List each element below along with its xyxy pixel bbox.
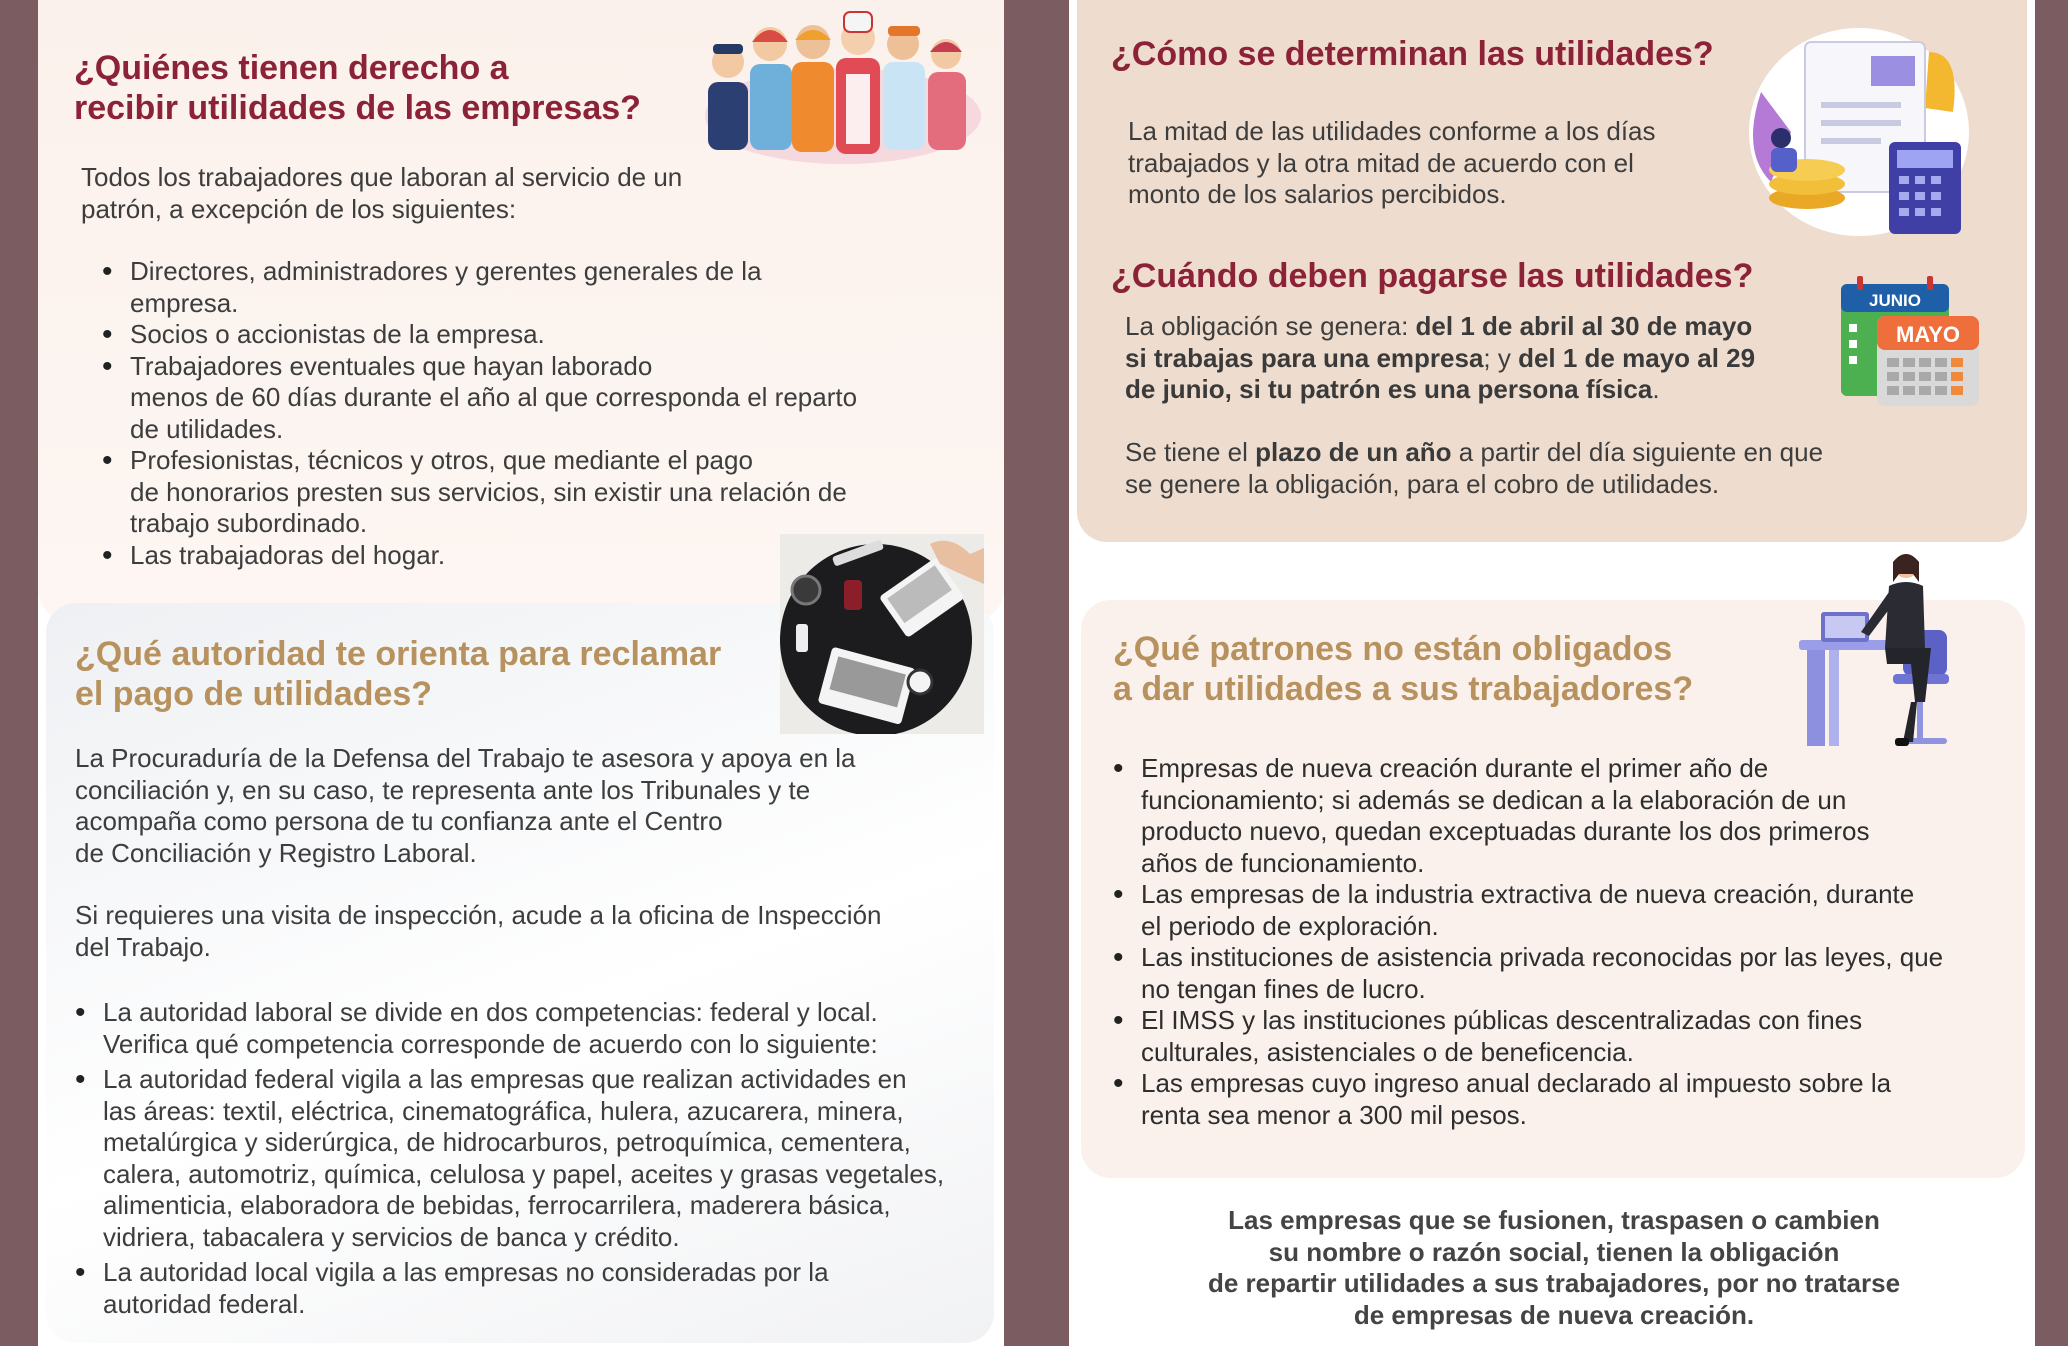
when-paid-paragraph: La obligación se genera: del 1 de abril al 30 de mayo si trabajas para una empresa; y del 1 de mayo al 29 de junio, si tu patrón es una persona física.: [1125, 311, 1756, 404]
list-item: • Profesionistas, técnicos y otros, que mediante el pago de honorarios presten sus servicios, sin existir una relación de trabajo subordinado.: [102, 445, 962, 540]
text-line: patrón, a excepción de los siguientes:: [81, 193, 517, 224]
list-item: • Trabajadores eventuales que hayan laborado menos de 60 días durante el año al que corresponda el reparto de utilidades.: [102, 351, 962, 446]
calendar-front-label: MAYO: [1896, 322, 1960, 347]
desk-laptops-illustration: [780, 534, 984, 734]
calendar-icon: [1839, 274, 1981, 408]
list-item: • Las empresas de la industria extractiva de nueva creación, durante el periodo de exploración.: [1113, 879, 2018, 942]
list-item: • Empresas de nueva creación durante el primer año de funcionamiento; si además se dedican a la elaboración de un producto nuevo, quedan exceptuadas durante los dos primeros años de funcionamiento.: [1113, 753, 2018, 879]
who-intro-paragraph: [81, 162, 682, 225]
title-line: ¿Qué autoridad te orienta para reclamar: [75, 635, 722, 673]
list-item: • Las instituciones de asistencia privada reconocidas por las leyes, que no tengan fines de lucro.: [1113, 942, 2018, 1005]
list-item: • Directores, administradores y gerentes generales de la empresa.: [102, 256, 962, 319]
list-item: • Las trabajadoras del hogar.: [102, 540, 962, 572]
section-title: [1113, 629, 1693, 709]
section-title: [74, 48, 641, 128]
how-determined-paragraph: La mitad de las utilidades conforme a los días trabajados y la otra mitad de acuerdo con el monto de los salarios percibidos.: [1128, 116, 1656, 209]
woman-at-desk-illustration: [1785, 552, 1971, 762]
competencies-list: [75, 997, 995, 1320]
exempt-list: [1113, 753, 2018, 1131]
exclusions-list: [102, 256, 962, 571]
list-item: • La autoridad laboral se divide en dos competencias: federal y local. Verifica qué competencia corresponde de acuerdo con lo siguiente:: [75, 997, 995, 1060]
procuraduria-paragraph: La Procuraduría de la Defensa del Trabajo te asesora y apoya en la conciliación y, en su caso, te representa ante los Tribunales y te acompaña como persona de tu confianza ante el Centro de Conciliación y Registro Laboral.: [75, 743, 856, 868]
left-page: [38, 0, 1004, 1346]
list-item: • La autoridad local vigila a las empresas no consideradas por la autoridad federal.: [75, 1257, 995, 1320]
section-title: ¿Cómo se determinan las utilidades?: [1111, 35, 1714, 73]
title-line: ¿Qué patrones no están obligados: [1113, 630, 1673, 668]
list-item: • El IMSS y las instituciones públicas descentralizadas con fines culturales, asistenciales o de beneficencia.: [1113, 1005, 2018, 1068]
list-item: • Las empresas cuyo ingreso anual declarado al impuesto sobre la renta sea menor a 300 mil pesos.: [1113, 1068, 2018, 1131]
section-title: ¿Cuándo deben pagarse las utilidades?: [1111, 257, 1754, 295]
list-item: • La autoridad federal vigila a las empresas que realizan actividades en las áreas: textil, eléctrica, cinematográfica, hulera, azucarera, minera, metalúrgica y siderúrgica, de hidrocarburos, petroquímica, cementera, calera, automotriz, química, celulosa y papel, aceites y grasas vegetales, alimenticia, elaboradora de bebidas, ferrocarrilera, maderera básica, vidriera, tabacalera y servicios de banca y crédito.: [75, 1064, 995, 1253]
deadline-paragraph: Se tiene el plazo de un año a partir del día siguiente en que se genere la obligación, para el cobro de utilidades.: [1125, 437, 1824, 499]
calendar-back-label: JUNIO: [1869, 291, 1921, 310]
text-line: Todos los trabajadores que laboran al servicio de un: [81, 162, 683, 192]
merger-note: Las empresas que se fusionen, traspasen o cambien su nombre o razón social, tienen la obligación de repartir utilidades a sus trabajadores, por no tratarse de empresas de nueva creación.: [1207, 1205, 1901, 1330]
section-title: [75, 634, 721, 714]
right-page: [1069, 0, 2035, 1346]
title-line: a dar utilidades a sus trabajadores?: [1113, 670, 1694, 708]
inspection-paragraph: Si requieres una visita de inspección, acude a la oficina de Inspección del Trabajo.: [75, 900, 882, 962]
list-item: • Socios o accionistas de la empresa.: [102, 319, 962, 351]
title-line: recibir utilidades de las empresas?: [74, 89, 641, 127]
calculator-coins-illustration: [1741, 12, 1981, 240]
title-line: ¿Quiénes tienen derecho a: [74, 49, 509, 87]
title-line: el pago de utilidades?: [75, 675, 433, 713]
workers-group-illustration: [678, 4, 998, 164]
